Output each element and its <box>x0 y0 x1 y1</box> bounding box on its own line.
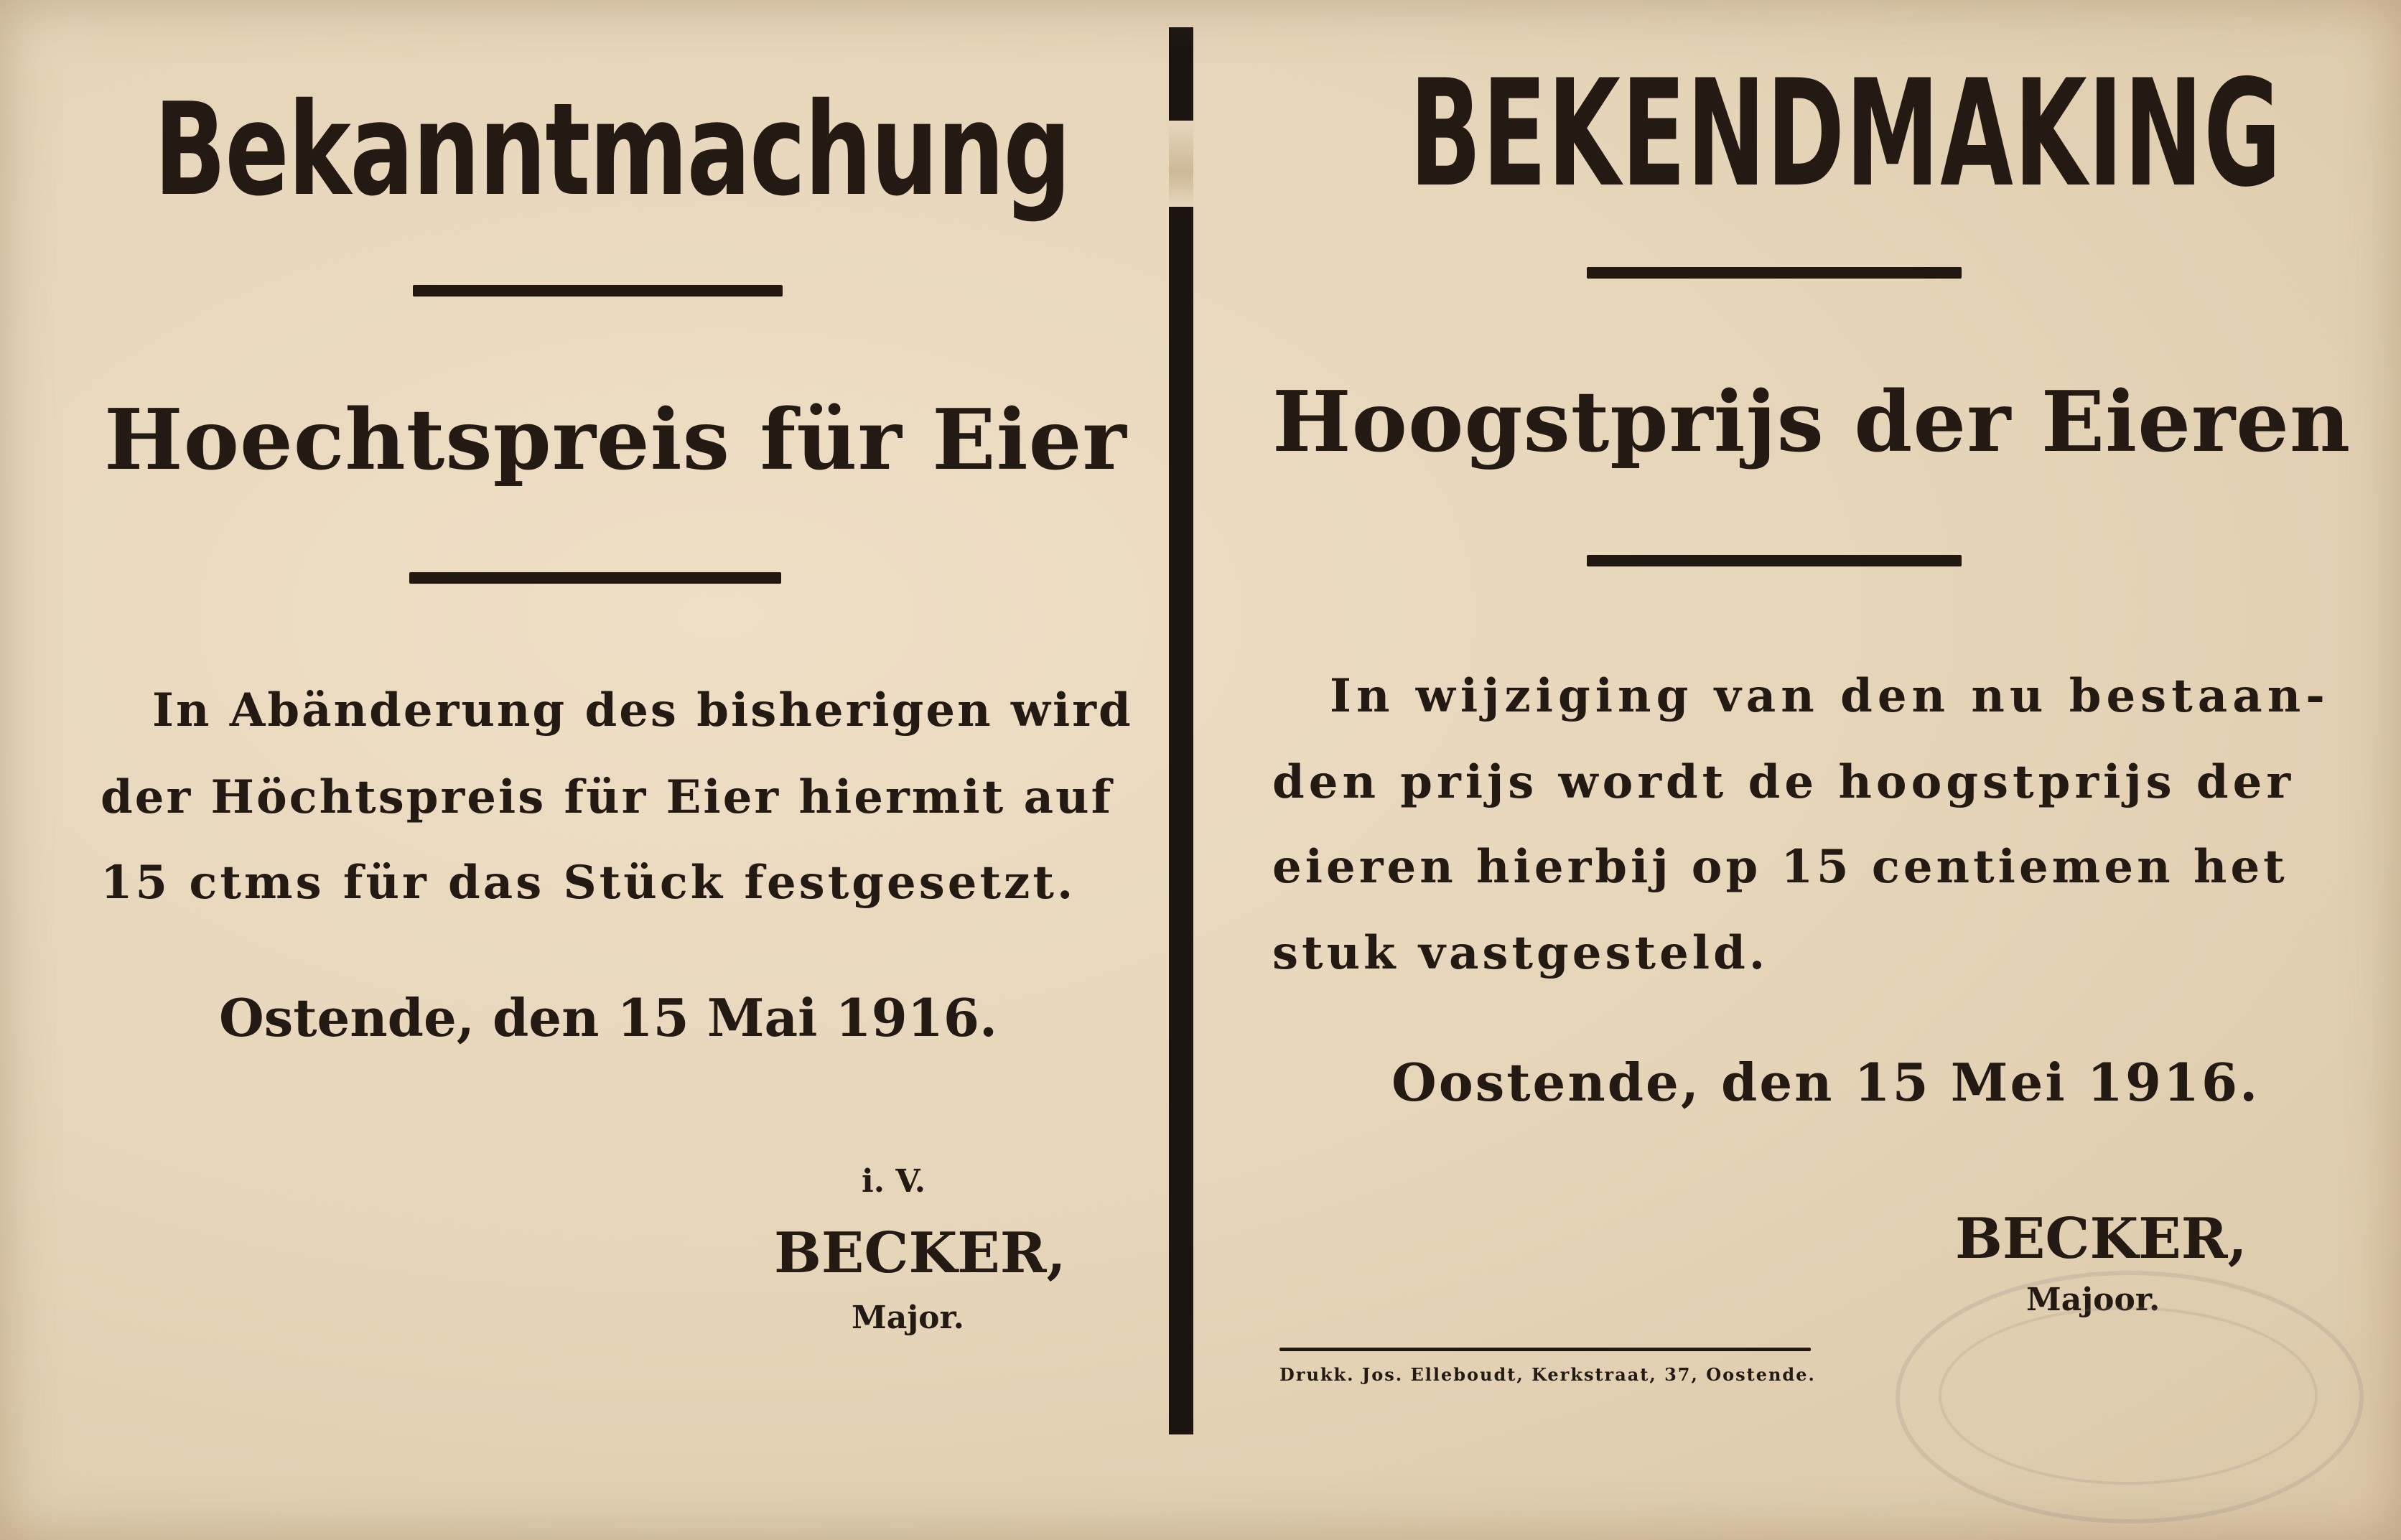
printer-rule <box>1279 1348 1811 1351</box>
german-body-line-2: der Höchtspreis für Eier hiermit auf <box>101 770 1114 824</box>
german-subheading-rule <box>409 572 781 584</box>
divider-worn-spot <box>1169 121 1193 207</box>
dutch-body-line-3: eieren hierbij op 15 centiemen het <box>1272 840 2288 894</box>
german-signature-rank: Major. <box>852 1299 964 1336</box>
printer-line: Drukk. Jos. Elleboudt, Kerkstraat, 37, Oostende. <box>1279 1364 1816 1385</box>
german-body-line-3: 15 ctms für das Stück festgesetzt. <box>101 856 1076 910</box>
dutch-heading: BEKENDMAKING <box>1409 49 2283 220</box>
dutch-subheading: Hoogstprijs der Eieren <box>1272 373 2351 471</box>
german-column <box>0 0 1170 1540</box>
dutch-heading-rule <box>1587 267 1962 279</box>
german-signature-name: BECKER, <box>774 1221 1066 1286</box>
faint-stamp-inner-ring <box>1939 1307 2318 1485</box>
german-subheading: Hoechtspreis für Eier <box>104 391 1127 489</box>
german-heading-rule <box>413 285 783 297</box>
dutch-body-line-2: den prijs wordt de hoogstprijs der <box>1272 755 2295 809</box>
german-date: Ostende, den 15 Mai 1916. <box>219 987 998 1048</box>
dutch-signature-name: BECKER, <box>1955 1206 2247 1271</box>
dutch-body-line-4: stuk vastgesteld. <box>1272 926 1769 980</box>
dutch-date: Oostende, den 15 Mei 1916. <box>1391 1052 2260 1113</box>
german-signature-prefix: i. V. <box>862 1163 926 1200</box>
german-body-line-1: In Abänderung des bisherigen wird <box>152 683 1133 737</box>
column-divider <box>1169 27 1193 1434</box>
dutch-signature-rank: Majoor. <box>2026 1282 2160 1318</box>
german-heading: Bekanntmachung <box>154 75 1071 224</box>
dutch-body-line-1: In wijziging van den nu bestaan- <box>1330 669 2330 723</box>
dutch-subheading-rule <box>1587 555 1962 566</box>
